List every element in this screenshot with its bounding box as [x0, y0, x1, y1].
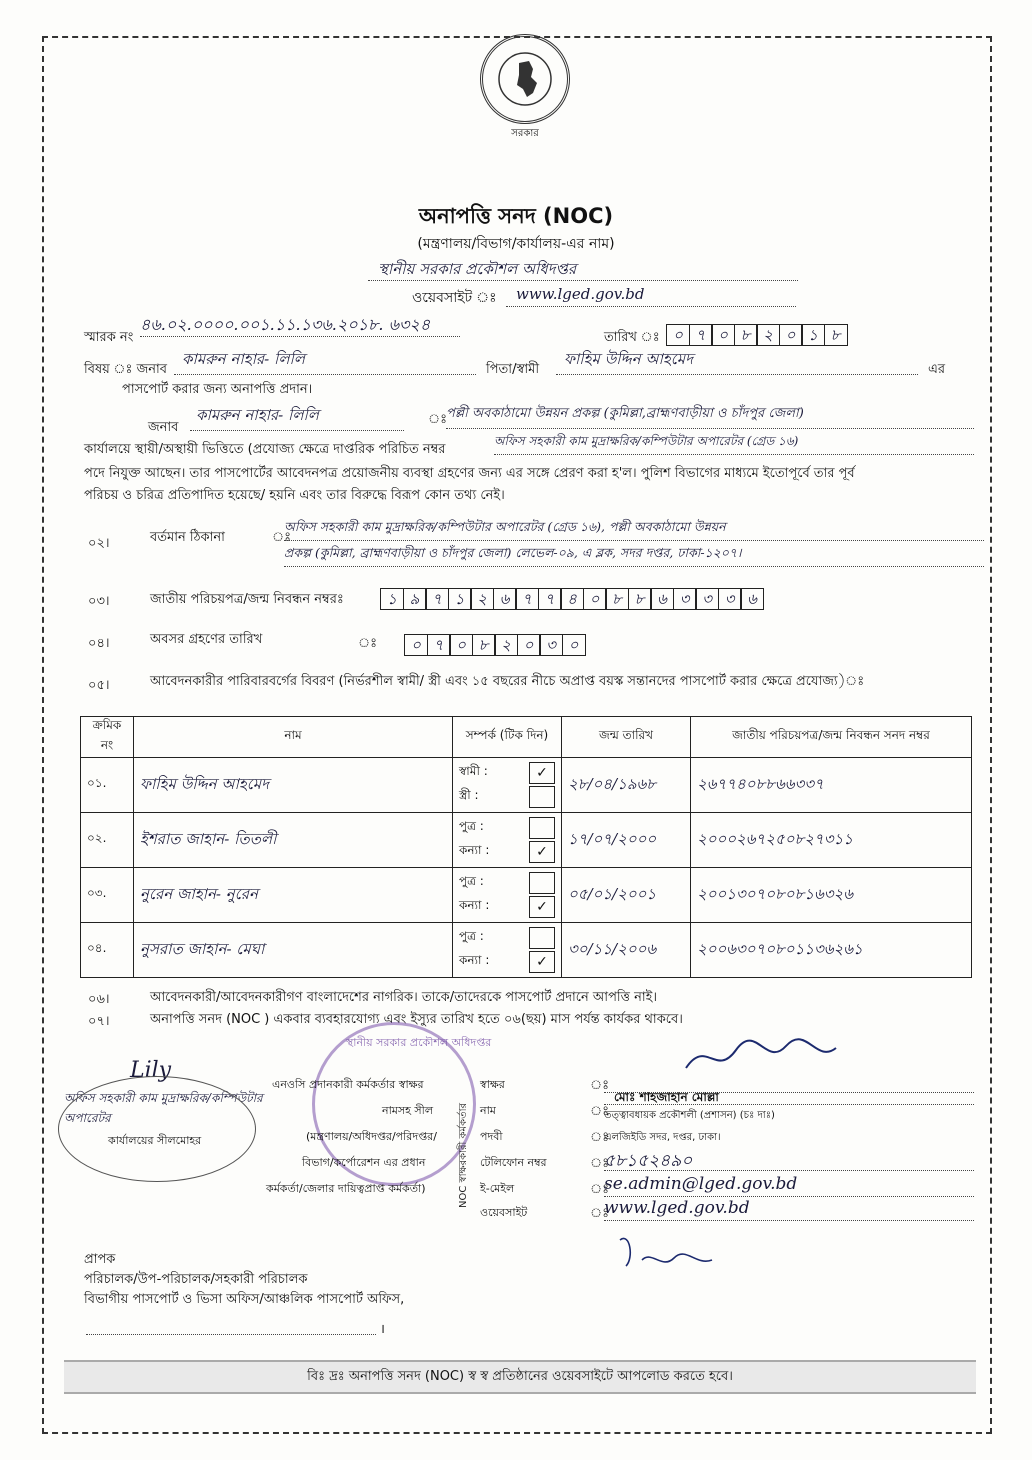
- body-colon: ঃ: [428, 412, 448, 427]
- retire-digit: ০: [517, 634, 541, 656]
- member-nid: ২০০০২৬৭২৫০৮২৭৩১১: [697, 829, 853, 848]
- relation-label: কন্যা :: [459, 843, 490, 857]
- initial-signature: [612, 1230, 732, 1276]
- row-serial: ০৩.: [81, 868, 134, 923]
- table-row: [81, 813, 972, 868]
- table-row: [81, 923, 972, 978]
- relation-label: কন্যা :: [459, 898, 490, 912]
- item-07-number: ০৭।: [88, 1014, 110, 1029]
- item-07-text: অনাপত্তি সনদ (NOC ) একবার ব্যবহারযোগ্য এবং ইস্যুর তারিখ হতে ০৬(ছয়) মাস পর্যন্ত কার্যকর থাকবে।: [150, 1012, 683, 1027]
- member-name: নুরেন জাহান- নুরেন: [140, 884, 258, 903]
- row-dob: [562, 758, 691, 813]
- item-04-label: অবসর গ্রহণের তারিখ: [150, 632, 263, 647]
- nid-digit: ৬: [740, 588, 764, 610]
- col-relation: সম্পর্ক (টিক দিন): [453, 717, 562, 758]
- name-line: [604, 1102, 974, 1105]
- memo-label: স্মারক নং: [84, 330, 134, 345]
- website-label: ওয়েবসাইট ঃ: [412, 290, 497, 306]
- relation-checkbox[interactable]: [529, 817, 555, 839]
- relation-label: কন্যা :: [459, 953, 490, 967]
- subject-name-line: [174, 348, 476, 375]
- phone-value: ৫৮১৫২৪৯০: [604, 1151, 693, 1171]
- member-dob: ২৮/০৪/১৯৬৮: [568, 774, 657, 793]
- nid-digit: ২: [470, 588, 494, 610]
- nid-digit: ৪: [560, 588, 584, 610]
- relation-checkbox[interactable]: ✓: [529, 951, 555, 973]
- sign-left-2: নামসহ সীল: [382, 1104, 434, 1117]
- relation-label: পুত্র :: [459, 929, 484, 943]
- row-dob: [562, 868, 691, 923]
- nid-digit: ১: [380, 588, 404, 610]
- relation-label: স্ত্রী :: [459, 788, 479, 802]
- sign-left-5: কর্মকর্তা/জেলার দায়িত্বপ্রাপ্ত কর্মকর্তা): [266, 1182, 426, 1195]
- website-value: www.lged.gov.bd: [516, 285, 645, 303]
- officer-name: মোঃ শাহজাহান মোল্লা: [614, 1090, 719, 1104]
- colon-5: ঃ: [590, 1182, 610, 1197]
- nid-digit: ৮: [628, 588, 652, 610]
- item-06-text: আবেদনকারী/আবেদনকারীগণ বাংলাদেশের নাগরিক। তাকে/তাদেরকে পাসপোর্ট প্রদানে আপত্তি নাই।: [150, 990, 658, 1005]
- date-digit: ৭: [689, 324, 713, 346]
- member-name: নুসরাত জাহান- মেঘা: [140, 939, 265, 958]
- relation-checkbox[interactable]: [529, 872, 555, 894]
- colon-2: ঃ: [590, 1104, 610, 1119]
- date-digit: ০: [666, 324, 690, 346]
- applicant-signature: Lily: [130, 1058, 172, 1083]
- retire-boxes: [404, 634, 584, 656]
- col-dob: জন্ম তারিখ: [562, 717, 691, 758]
- website-value-2: www.lged.gov.bd: [604, 1198, 750, 1218]
- project-name: পল্লী অবকাঠামো উন্নয়ন প্রকল্প (কুমিল্লা,ব্রাহ্মণবাড়ীয়া ও চাঁদপুর জেলা): [446, 406, 804, 421]
- officer-designation: তত্ত্বাবধায়ক প্রকৌশলী (প্রশাসন) (চঃ দাঃ): [604, 1110, 775, 1121]
- body-janab: জনাব: [148, 420, 179, 435]
- seal-text: সরকার: [511, 128, 539, 139]
- member-dob: ৩০/১১/২০০৬: [568, 939, 657, 958]
- date-digit: ২: [756, 324, 780, 346]
- item-05-text: আবেদনকারীর পারিবারবর্গের বিবরণ (নির্ভরশীল স্বামী/ স্ত্রী এবং ১৫ বছরের নীচে অপ্রাপ্ত বয়স্ক সন্তানদের পাসপোর্ট করার ক্ষেত্রে প্রযোজ্য)ঃ: [150, 674, 865, 689]
- item-04-colon: ঃ: [358, 636, 378, 651]
- row-dob: [562, 813, 691, 868]
- retire-digit: ২: [494, 634, 518, 656]
- nid-digit: ৩: [718, 588, 742, 610]
- retire-digit: ০: [449, 634, 473, 656]
- date-digit: ১: [801, 324, 825, 346]
- applicant-designation: অফিস সহকারী কাম মুদ্রাক্ষরিক/কম্পিউটার অপারেটর: [64, 1091, 263, 1125]
- label-name: নাম: [480, 1104, 496, 1117]
- col-name: নাম: [134, 717, 453, 758]
- nid-digit: ৭: [538, 588, 562, 610]
- item-02-number: ০২।: [88, 536, 110, 551]
- body-name: কামরুন নাহার- লিলি: [196, 406, 319, 424]
- col-nid: জাতীয় পরিচয়পত্র/জন্ম নিবন্ধন সনদ নম্বর: [691, 717, 972, 758]
- date-digit: ৮: [824, 324, 848, 346]
- member-dob: ০৫/০১/২০০১: [568, 884, 657, 903]
- memo-value: ৪৬.০২.০০০০.০০১.১১.১৩৬.২০১৮. ৬৩২৪: [140, 315, 431, 334]
- member-nid: ২৬৭৭৪০৮৮৬৬৩৩৭: [697, 774, 824, 793]
- address-value-2: প্রকল্প (কুমিল্লা, ব্রাহ্মণবাড়ীয়া ও চাঁদপুর জেলা) লেভেল-০৯, এ ব্লক, সদর দপ্তর, ঢাকা-১২০৭।: [284, 545, 742, 560]
- nid-digit: ৭: [515, 588, 539, 610]
- relation-checkbox[interactable]: [529, 927, 555, 949]
- body-line3: পদে নিযুক্ত আছেন। তার পাসপোর্টের আবেদনপত্র প্রয়োজনীয় ব্যবস্থা গ্রহণের জন্য এর সঙ্গে প্রেরণ করা হ'ল। পুলিশ বিভাগের মাধ্যমে ইতোপূর্বে তার পূর্ব: [84, 466, 855, 481]
- memo-line: [140, 312, 460, 337]
- row-name: [134, 868, 453, 923]
- body-line4: পরিচয় ও চরিত্র প্রতিপাদিত হয়েছে/ হয়নি এবং তার বিরুদ্ধে বিরূপ কোন তথ্য নেই।: [84, 488, 505, 503]
- email-line: [604, 1174, 974, 1197]
- recipient-line2: বিভাগীয় পাসপোর্ট ও ভিসা অফিস/আঞ্চলিক পাসপোর্ট অফিস,: [84, 1292, 405, 1307]
- date-digit: ০: [711, 324, 735, 346]
- row-relation: [453, 758, 562, 813]
- relation-label: স্বামী :: [459, 764, 488, 778]
- table-row: [81, 868, 972, 923]
- footer-note: বিঃ দ্রঃ অনাপত্তি সনদ (NOC) স্ব স্ব প্রতিষ্ঠানের ওয়েবসাইটে আপলোড করতে হবে।: [307, 1368, 733, 1384]
- member-nid: ২০০১৩০৭০৮০৮১৬৩২৬: [697, 884, 853, 903]
- document-title: অনাপত্তি সনদ (NOC): [418, 204, 614, 228]
- row-serial: ০২.: [81, 813, 134, 868]
- row-relation: [453, 813, 562, 868]
- phone-line: [604, 1148, 974, 1171]
- recipient-end: ।: [380, 1322, 385, 1337]
- nid-boxes: [380, 588, 763, 610]
- member-dob: ১৭/০৭/২০০০: [568, 829, 657, 848]
- office-seal-label: কার্যালয়ের সীলমোহর: [108, 1134, 202, 1147]
- nid-digit: ০: [583, 588, 607, 610]
- website-line-2: [604, 1198, 974, 1221]
- item-05-number: ০৫।: [88, 678, 110, 693]
- row-serial: ০৪.: [81, 923, 134, 978]
- item-03-label: জাতীয় পরিচয়পত্র/জন্ম নিবন্ধন নম্বরঃ: [150, 592, 344, 607]
- nid-digit: ৭: [425, 588, 449, 610]
- col-serial: ক্রমিক নং: [81, 717, 134, 758]
- colon-3: ঃ: [590, 1130, 610, 1145]
- nid-digit: ৩: [695, 588, 719, 610]
- subject-name: কামরুন নাহার- লিলি: [182, 350, 305, 368]
- table-header-row: [81, 717, 972, 758]
- email-value: se.admin@lged.gov.bd: [604, 1174, 798, 1194]
- date-label: তারিখ ঃ: [604, 330, 660, 345]
- item-02-label: বর্তমান ঠিকানা: [150, 530, 225, 545]
- relation-checkbox[interactable]: ✓: [529, 841, 555, 863]
- retire-digit: ৭: [427, 634, 451, 656]
- row-nid: [691, 758, 972, 813]
- recipient-blank: [86, 1320, 376, 1335]
- er-text: এর: [928, 362, 946, 377]
- label-website: ওয়েবসাইট: [480, 1206, 528, 1219]
- row-name: [134, 923, 453, 978]
- website-line: [506, 284, 796, 307]
- post-value: অফিস সহকারী কাম মুদ্রাক্ষরিক/কম্পিউটার অপারেটর (গ্রেড ১৬): [494, 434, 799, 448]
- row-relation: [453, 868, 562, 923]
- footer-note-bar: [64, 1360, 976, 1394]
- body-name-line: [190, 404, 404, 431]
- relation-label: পুত্র :: [459, 819, 484, 833]
- item-04-number: ০৪।: [88, 636, 110, 651]
- date-digit: ৮: [734, 324, 758, 346]
- retire-digit: ০: [562, 634, 586, 656]
- office-name: স্থানীয় সরকার প্রকৌশল অধিদপ্তর: [378, 260, 577, 278]
- row-name: [134, 758, 453, 813]
- stamp-side-text: NOC স্বাক্ষরকারী কর্মকর্তার: [458, 1103, 469, 1208]
- body-line2: কার্যালয়ে স্থায়ী/অস্থায়ী ভিত্তিতে (প্রযোজ্য ক্ষেত্রে দাপ্তরিক পরিচিত নম্বর: [84, 442, 446, 457]
- label-phone: টেলিফোন নম্বর: [480, 1156, 547, 1169]
- row-dob: [562, 923, 691, 978]
- row-name: [134, 813, 453, 868]
- office-seal-oval: [58, 1076, 256, 1182]
- sign-left-4: বিভাগ/কর্পোরেশন এর প্রধান: [302, 1156, 426, 1169]
- subject-label: বিষয় ঃ জনাব: [84, 362, 168, 377]
- stamp-text: স্থানীয় সরকার প্রকৌশল অধিদপ্তর: [346, 1036, 492, 1049]
- officer-signature: [676, 1028, 846, 1082]
- label-email: ই-মেইল: [480, 1182, 515, 1195]
- colon-4: ঃ: [590, 1156, 610, 1171]
- office-name-line: [368, 258, 798, 281]
- address-line-1: [284, 516, 984, 541]
- label-signature: স্বাক্ষর: [480, 1078, 505, 1091]
- officer-office: এলজিইডি সদর, দপ্তর, ঢাকা।: [604, 1132, 721, 1143]
- subject-line2: পাসপোর্ট করার জন্য অনাপত্তি প্রদান।: [122, 382, 313, 397]
- nid-digit: ৩: [673, 588, 697, 610]
- relation-checkbox[interactable]: [529, 786, 555, 808]
- recipient-label: প্রাপক: [84, 1252, 116, 1267]
- nid-digit: ৮: [605, 588, 629, 610]
- address-line-2: [284, 542, 984, 567]
- item-06-number: ০৬।: [88, 992, 110, 1007]
- project-line: [446, 402, 974, 429]
- relation-label: পুত্র :: [459, 874, 484, 888]
- colon-6: ঃ: [590, 1206, 610, 1221]
- row-serial: ০১.: [81, 758, 134, 813]
- post-line: [494, 430, 974, 455]
- nid-digit: ১: [448, 588, 472, 610]
- relation-checkbox[interactable]: ✓: [529, 762, 555, 784]
- retire-digit: ৩: [539, 634, 563, 656]
- sign-left-3: (মন্ত্রণালয়/অধিদপ্তর/পরিদপ্তর/: [306, 1130, 437, 1143]
- retire-digit: ০: [404, 634, 428, 656]
- row-nid: [691, 868, 972, 923]
- nid-digit: ৬: [493, 588, 517, 610]
- date-boxes: [666, 324, 846, 346]
- family-table: [80, 716, 972, 978]
- member-name: ইশরাত জাহান- তিতলী: [140, 829, 277, 848]
- row-nid: [691, 923, 972, 978]
- member-name: ফাহিম উদ্দিন আহমেদ: [140, 774, 269, 793]
- member-nid: ২০০৬৩০৭০৮০১১৩৬২৬১: [697, 939, 863, 958]
- sign-left-1: এনওসি প্রদানকারী কর্মকর্তার স্বাক্ষর: [272, 1078, 424, 1091]
- label-designation: পদবী: [480, 1130, 503, 1143]
- item-03-number: ০৩।: [88, 594, 110, 609]
- nid-digit: ৬: [650, 588, 674, 610]
- table-row: [81, 758, 972, 813]
- document-subtitle: (মন্ত্রণালয়/বিভাগ/কার্যালয়-এর নাম): [417, 236, 615, 252]
- colon-1: ঃ: [590, 1078, 610, 1093]
- father-line: [556, 348, 918, 375]
- recipient-line1: পরিচালক/উপ-পরিচালক/সহকারী পরিচালক: [84, 1272, 308, 1287]
- retire-digit: ৮: [472, 634, 496, 656]
- row-relation: [453, 923, 562, 978]
- father-value: ফাহিম উদ্দিন আহমেদ: [564, 350, 693, 368]
- father-label: পিতা/স্বামী: [486, 362, 540, 377]
- date-digit: ০: [779, 324, 803, 346]
- government-seal: [480, 34, 570, 124]
- row-nid: [691, 813, 972, 868]
- item-02-colon: ঃ: [272, 530, 292, 545]
- relation-checkbox[interactable]: ✓: [529, 896, 555, 918]
- nid-digit: ৯: [403, 588, 427, 610]
- address-value-1: অফিস সহকারী কাম মুদ্রাক্ষরিক/কম্পিউটার অপারেটর (গ্রেড ১৬), পল্লী অবকাঠামো উন্নয়ন: [284, 519, 726, 534]
